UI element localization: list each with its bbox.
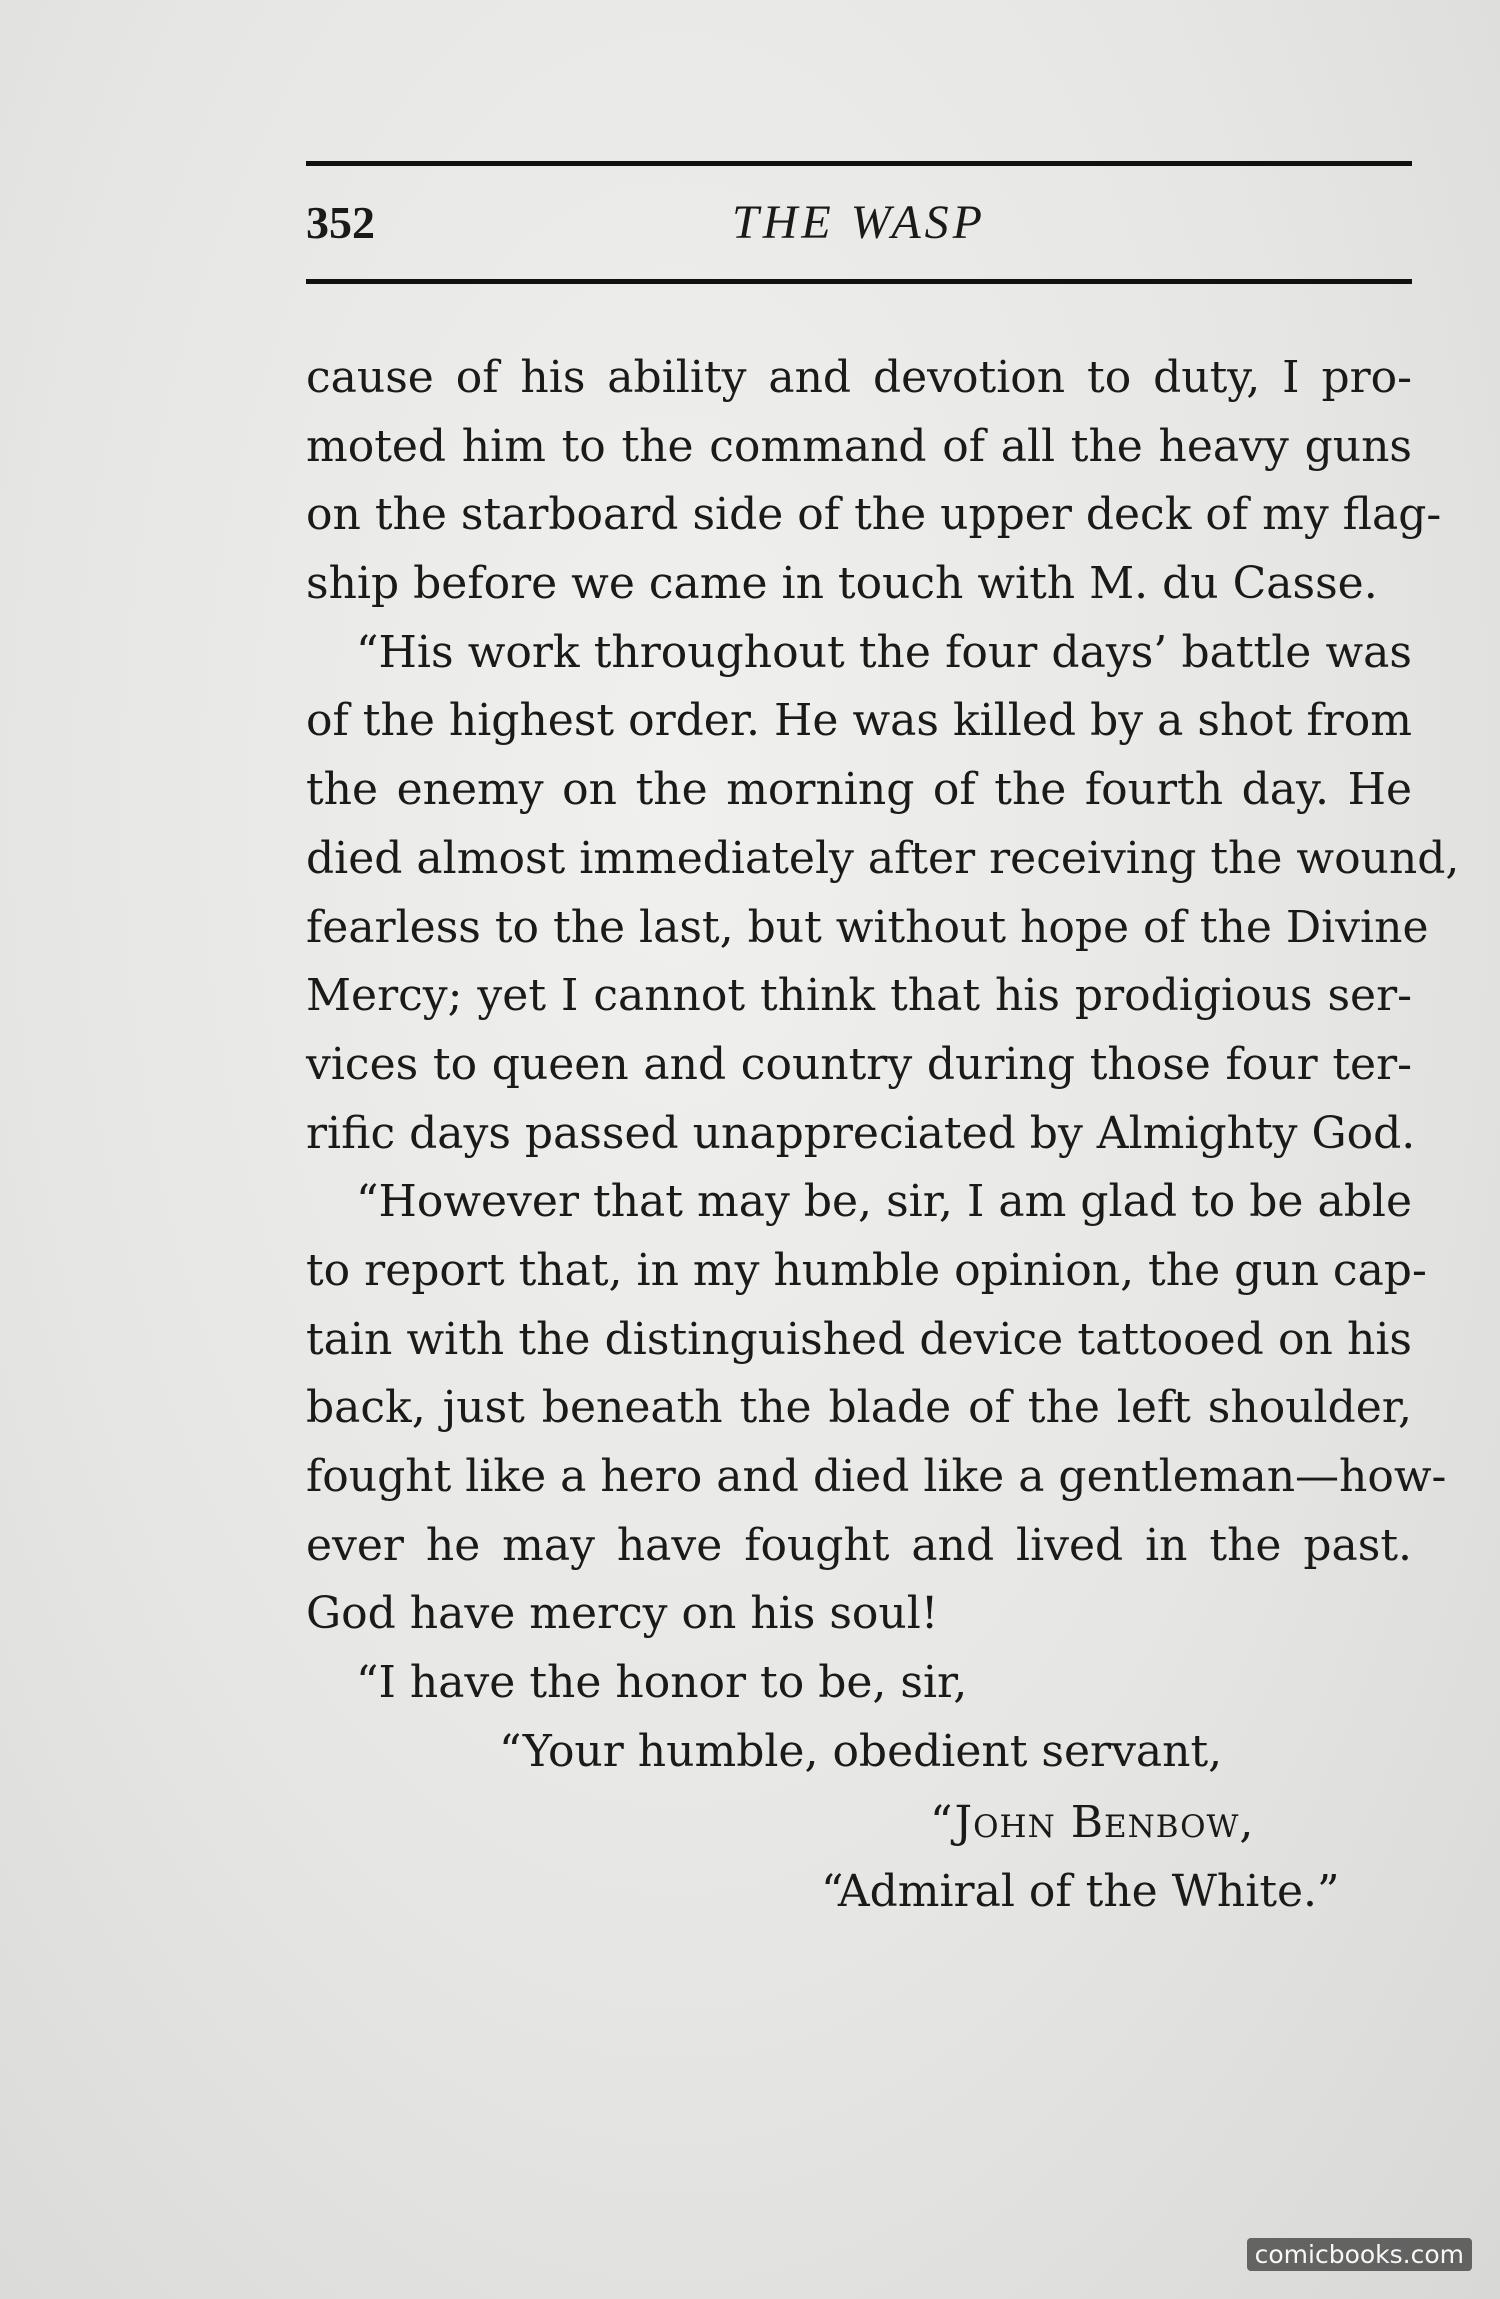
body-text [306,344,1460,1649]
page-number: 352 [306,197,375,248]
closing-servant-line: “Your humble, obedient servant, [499,1726,1223,1777]
watermark: comicbooks.com [1247,2238,1472,2271]
text-line: tain with the distinguished device tattooed on his [306,1313,1412,1365]
text-line: ship before we came in touch with M. du Casse. [306,558,1378,610]
text-line: cause of his ability and devotion to duty, I pro- [306,352,1412,403]
text-line: of the highest order. He was killed by a shot from [306,695,1412,747]
text-line: ever he may have fought and lived in the past. [306,1519,1412,1571]
header-rule-bottom [306,279,1412,284]
text-line: Mercy; yet I cannot think that his prodigious ser- [306,970,1412,1022]
text-line: God have mercy on his soul! [306,1588,939,1640]
text-line: on the starboard side of the upper deck of my flag- [306,489,1442,541]
closing-honor-line: “I have the honor to be, sir, [356,1657,968,1708]
text-line: moted him to the command of all the heavy guns [306,420,1412,472]
text-line: back, just beneath the blade of the left shoulder, [306,1382,1412,1434]
text-line: fearless to the last, but without hope of the Divine [306,901,1429,953]
running-title: THE WASP [732,196,986,249]
page-header [306,185,1412,261]
text-line: the enemy on the morning of the fourth day. He [306,764,1412,816]
header-rule-top [306,161,1412,166]
text-line: died almost immediately after receiving the wound, [306,832,1460,884]
text-line: fought like a hero and died like a gentleman—how- [306,1451,1447,1502]
signature-title: “Admiral of the White.” [821,1866,1340,1917]
text-line: to report that, in my humble opinion, the gun cap- [306,1244,1427,1296]
text-line: rific days passed unappreciated by Almighty God. [306,1107,1416,1159]
signature-name: “John Benbow, [930,1797,1255,1848]
text-line: “His work throughout the four days’ battle was [356,626,1412,678]
text-line: vices to queen and country during those four ter- [306,1038,1412,1090]
text-line: “However that may be, sir, I am glad to be able [356,1176,1412,1228]
